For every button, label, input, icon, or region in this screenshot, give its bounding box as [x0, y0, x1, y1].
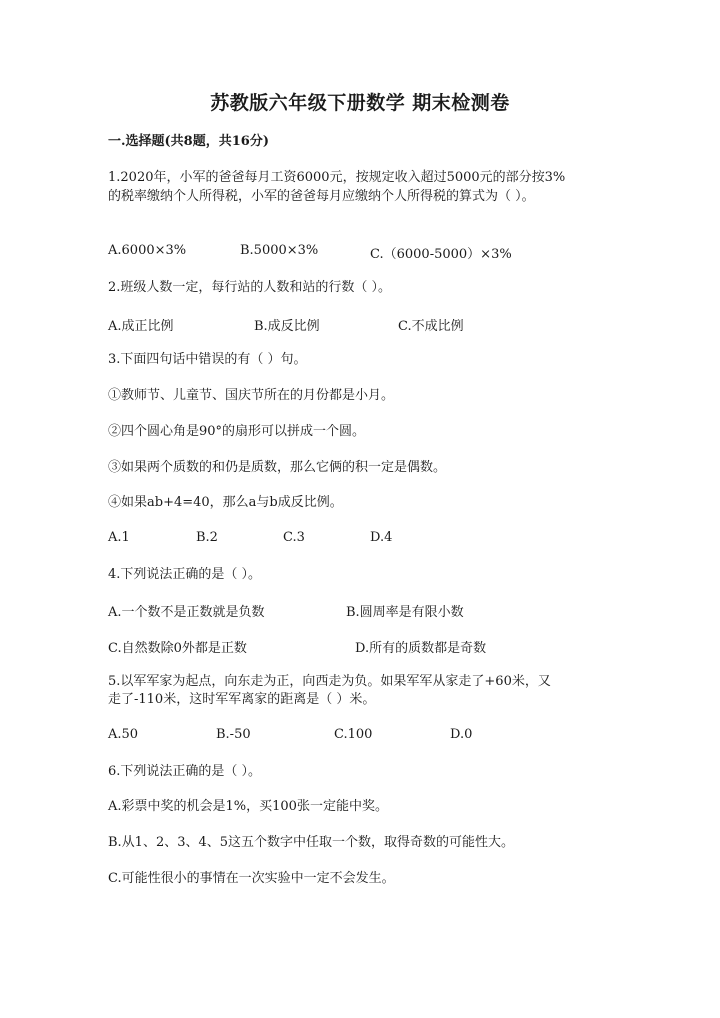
question-5-option-a: A.50	[108, 727, 139, 742]
question-2-option-b: B.成反比例	[254, 319, 320, 334]
question-3-text: 3.下面四句话中错误的有（ ）句。	[108, 352, 307, 367]
question-3-option-c: C.3	[283, 530, 305, 545]
question-6-option-a: A.彩票中奖的机会是1%，买100张一定能中奖。	[108, 799, 388, 814]
question-1-option-b: B.5000×3%	[240, 243, 319, 258]
question-5-line-2: 走了-110米，这时军军离家的距离是（ ）米。	[108, 692, 376, 707]
question-3-statement-4: ④如果ab+4=40，那么a与b成反比例。	[108, 495, 343, 510]
question-2-text: 2.班级人数一定，每行站的人数和站的行数（ ）。	[108, 280, 392, 295]
question-5-option-d: D.0	[450, 727, 473, 742]
question-3-option-b: B.2	[196, 530, 218, 545]
question-6-text: 6.下列说法正确的是（ ）。	[108, 764, 262, 779]
question-3-statement-1: ①教师节、儿童节、国庆节所在的月份都是小月。	[108, 388, 395, 403]
question-3-option-d: D.4	[370, 530, 393, 545]
question-1-option-c: C.（6000-5000）×3%	[370, 247, 512, 262]
question-1-line-1: 1.2020年，小军的爸爸每月工资6000元，按规定收入超过5000元的部分按3%	[108, 170, 566, 185]
question-4-option-c: C.自然数除0外都是正数	[108, 641, 247, 656]
section-heading: 一.选择题(共8题，共16分)	[108, 134, 269, 149]
question-3-statement-2: ②四个圆心角是90°的扇形可以拼成一个圆。	[108, 424, 366, 439]
question-5-option-b: B.-50	[216, 727, 251, 742]
question-2-option-a: A.成正比例	[108, 319, 174, 334]
question-1-line-2: 的税率缴纳个人所得税，小军的爸爸每月应缴纳个人所得税的算式为（ ）。	[108, 189, 535, 204]
question-1-option-a: A.6000×3%	[108, 243, 187, 258]
question-4-option-a: A.一个数不是正数就是负数	[108, 605, 265, 620]
document-title: 苏教版六年级下册数学 期末检测卷	[210, 92, 510, 114]
question-6-option-b: B.从1、2、3、4、5这五个数字中任取一个数，取得奇数的可能性大。	[108, 835, 515, 850]
question-3-option-a: A.1	[108, 530, 130, 545]
question-6-option-c: C.可能性很小的事情在一次实验中一定不会发生。	[108, 871, 395, 886]
question-5-option-c: C.100	[334, 727, 373, 742]
question-4-option-d: D.所有的质数都是奇数	[355, 641, 487, 656]
question-4-text: 4.下列说法正确的是（ ）。	[108, 567, 262, 582]
question-4-option-b: B.圆周率是有限小数	[346, 605, 464, 620]
question-3-statement-3: ③如果两个质数的和仍是质数，那么它俩的积一定是偶数。	[108, 460, 447, 475]
question-2-option-c: C.不成比例	[398, 319, 464, 334]
question-5-line-1: 5.以军军家为起点，向东走为正，向西走为负。如果军军从家走了+60米，又	[108, 674, 551, 689]
